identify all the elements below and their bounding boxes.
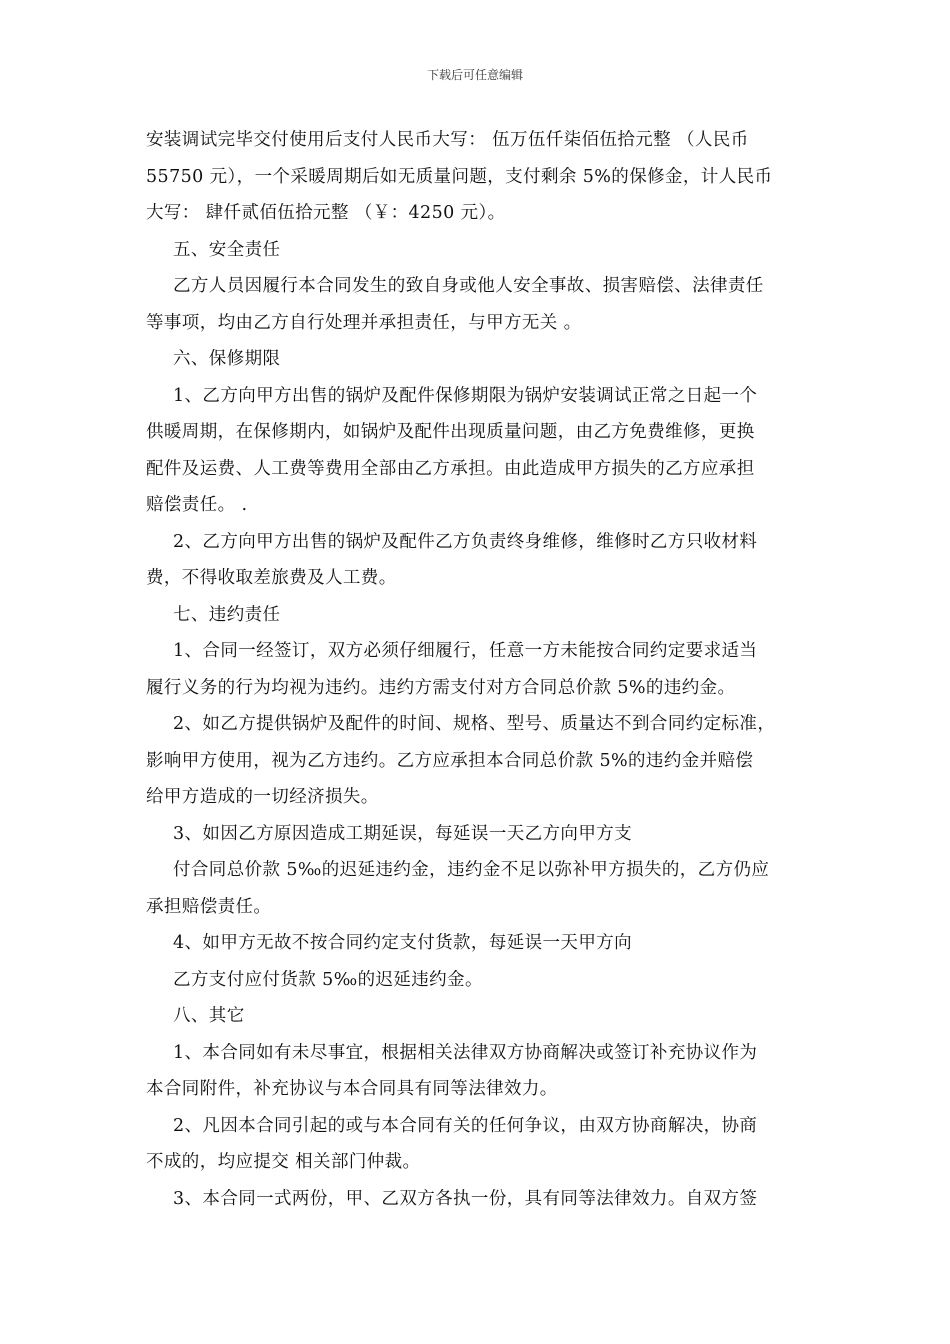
- text-line: 六、保修期限: [173, 349, 281, 369]
- text-line: 2、凡因本合同引起的或与本合同有关的任何争议，由双方协商解决，协商: [173, 1115, 758, 1136]
- text-line: 2、如乙方提供锅炉及配件的时间、规格、型号、质量达不到合同约定标准，: [173, 714, 776, 734]
- text-line: 付合同总价款 5‰的迟延违约金，违约金不足以弥补甲方损失的，乙方仍应: [173, 860, 770, 880]
- text-line: 1、合同一经签订，双方必须仔细履行，任意一方未能按合同约定要求适当: [173, 641, 758, 661]
- paragraph: [146, 670, 806, 707]
- text-line: 影响甲方使用，视为乙方违约。乙方应承担本合同总价款 5%的违约金并赔偿: [146, 750, 754, 771]
- text-line: 1、乙方向甲方出售的锅炉及配件保修期限为锅炉安装调试正常之日起一个: [173, 385, 758, 406]
- paragraph: [146, 378, 806, 415]
- text-line: 履行义务的行为均视为违约。违约方需支付对方合同总价款 5%的违约金。: [146, 677, 736, 698]
- text-line: 承担赔偿责任。: [146, 896, 272, 917]
- text-line: 八、其它: [173, 1006, 245, 1026]
- paragraph: [146, 232, 806, 269]
- document-body: [146, 122, 806, 1217]
- paragraph: [146, 1181, 806, 1218]
- text-line: 4、如甲方无故不按合同约定支付货款，每延误一天甲方向: [173, 933, 633, 953]
- text-line: 七、违约责任: [173, 604, 281, 625]
- paragraph: [146, 524, 806, 561]
- text-line: 3、如因乙方原因造成工期延误，每延误一天乙方向甲方支: [173, 823, 633, 844]
- text-line: 五、安全责任: [173, 239, 281, 260]
- text-line: 赔偿责任。 .: [146, 495, 248, 515]
- paragraph: [146, 341, 806, 378]
- paragraph: [146, 560, 806, 597]
- paragraph: [146, 1108, 806, 1145]
- paragraph: [146, 962, 806, 999]
- paragraph: [146, 414, 806, 524]
- text-line: 2、乙方向甲方出售的锅炉及配件乙方负责终身维修，维修时乙方只收材料: [173, 531, 758, 552]
- text-line: 给甲方造成的一切经济损失。: [146, 787, 379, 807]
- paragraph: [146, 305, 806, 342]
- paragraph: [146, 122, 806, 232]
- text-line: 55750 元），一个采暖周期后如无质量问题，支付剩余 5%的保修金，计人民币: [146, 166, 773, 187]
- text-line: 乙方人员因履行本合同发生的致自身或他人安全事故、损害赔偿、法律责任: [173, 276, 764, 296]
- paragraph: [146, 743, 806, 816]
- paragraph: [146, 1144, 806, 1181]
- paragraph: [146, 706, 806, 743]
- paragraph: [146, 633, 806, 670]
- page-header: 下载后可任意编辑: [426, 68, 523, 82]
- text-line: 费，不得收取差旅费及人工费。: [146, 568, 397, 588]
- text-line: 乙方支付应付货款 5‰的迟延违约金。: [173, 969, 483, 990]
- paragraph: [146, 925, 806, 962]
- paragraph: [146, 816, 806, 853]
- text-line: 不成的，均应提交 相关部门仲裁。: [146, 1152, 421, 1172]
- text-line: 供暖周期，在保修期内，如锅炉及配件出现质量问题，由乙方免费维修，更换: [146, 422, 755, 442]
- text-line: 安装调试完毕交付使用后支付人民币大写： 伍万伍仟柒佰伍拾元整 （人民币: [146, 130, 749, 150]
- paragraph: [146, 998, 806, 1035]
- text-line: 3、本合同一式两份，甲、乙双方各执一份，具有同等法律效力。自双方签: [173, 1188, 758, 1209]
- text-line: 1、本合同如有未尽事宜，根据相关法律双方协商解决或签订补充协议作为: [173, 1042, 758, 1063]
- paragraph: [146, 1071, 806, 1108]
- text-line: 配件及运费、人工费等费用全部由乙方承担。由此造成甲方损失的乙方应承担: [146, 458, 755, 479]
- paragraph: [146, 268, 806, 305]
- paragraph: [146, 889, 806, 926]
- text-line: 等事项，均由乙方自行处理并承担责任，与甲方无关 。: [146, 312, 582, 333]
- paragraph: [146, 852, 806, 889]
- paragraph: [146, 1035, 806, 1072]
- text-line: 大写： 肆仟贰佰伍拾元整 （￥：4250 元）。: [146, 203, 506, 223]
- paragraph: [146, 597, 806, 634]
- text-line: 本合同附件，补充协议与本合同具有同等法律效力。: [146, 1079, 558, 1099]
